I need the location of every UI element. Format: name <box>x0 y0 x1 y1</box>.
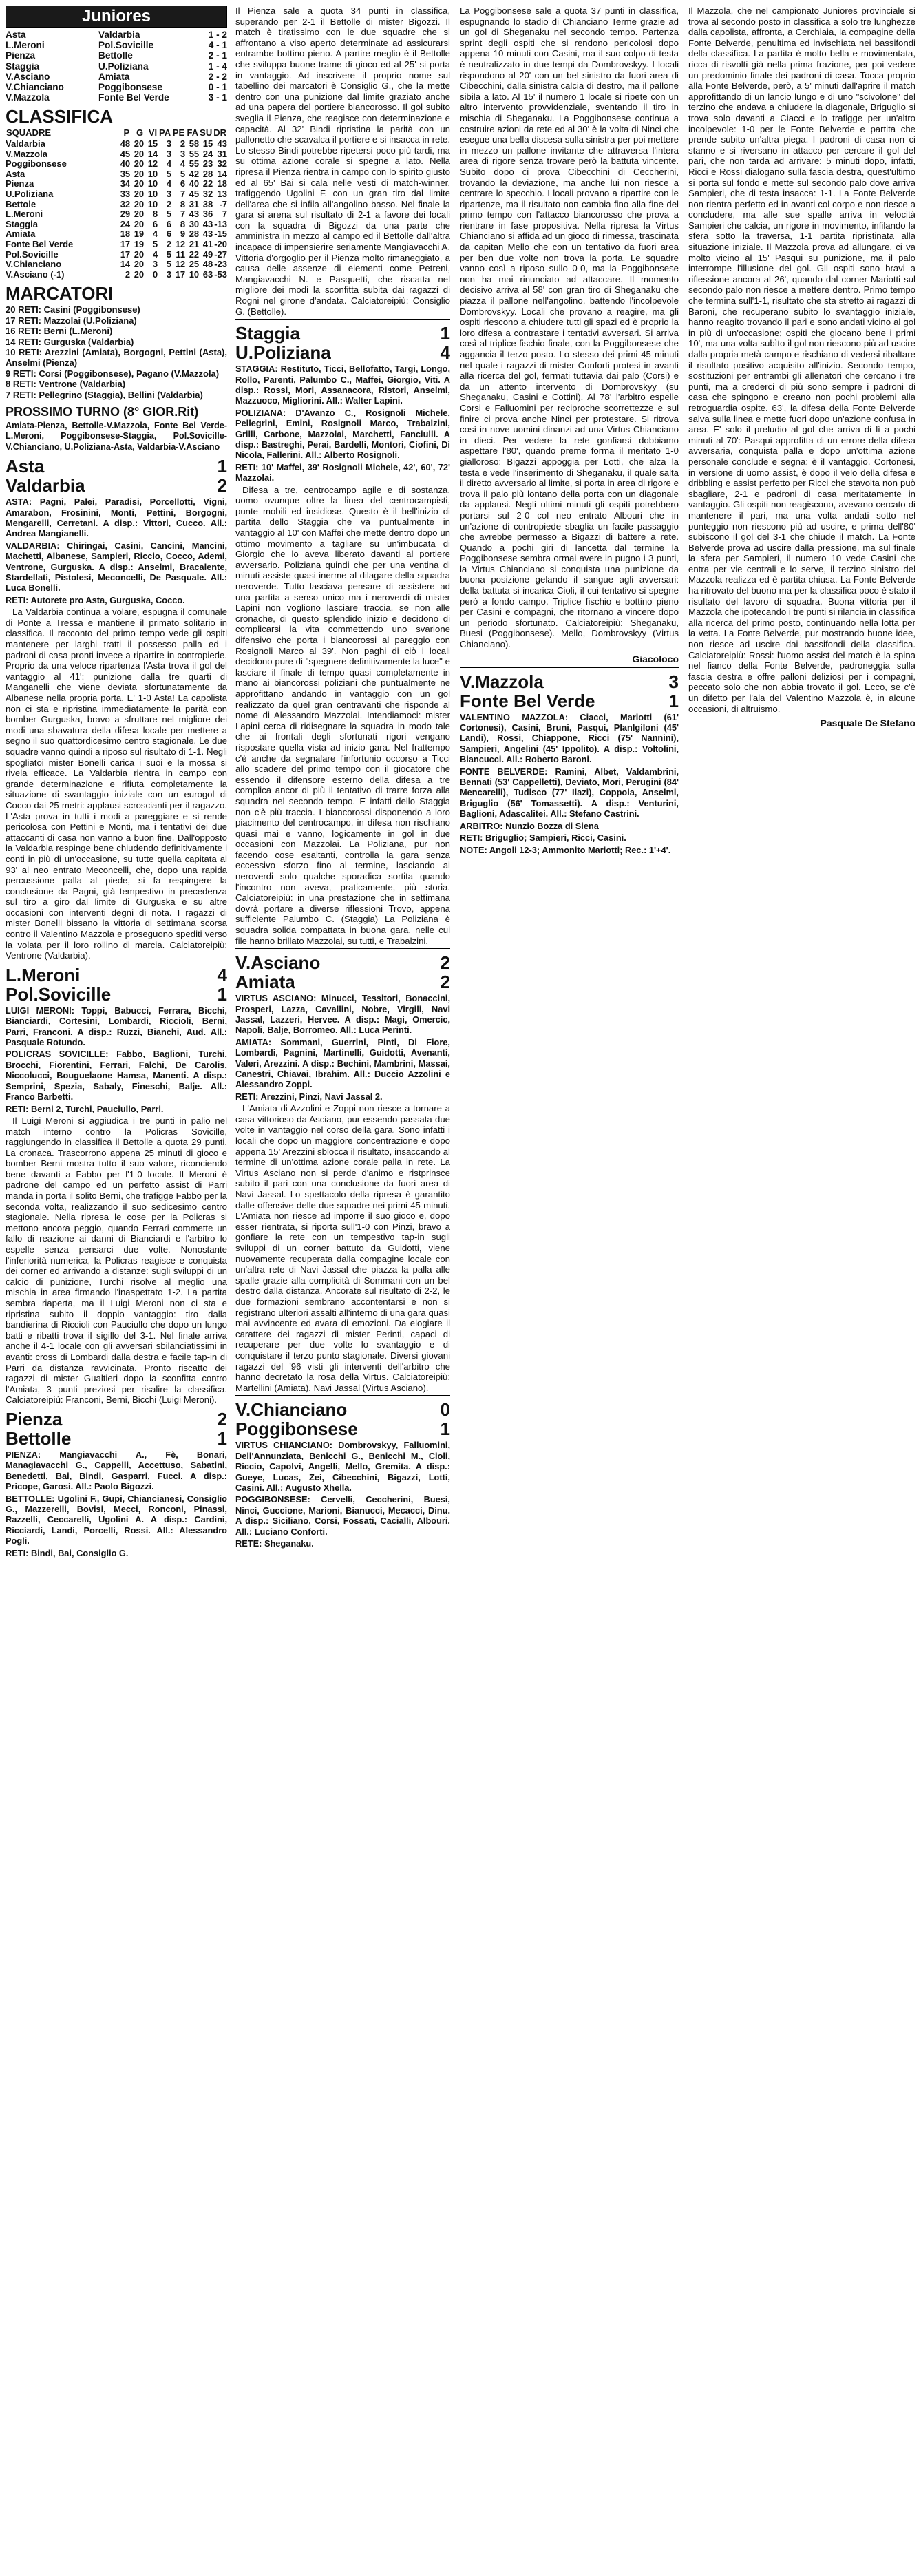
stat-cell: 3 <box>152 259 158 270</box>
scorer-line: 14 RETI: Gurguska (Valdarbia) <box>6 336 134 347</box>
home-score: 1 <box>440 323 450 344</box>
match-body: Difesa a tre, centrocampo agile e di sostanza, uomo ovunque oltre la linea del centrocampisti, punte mobili ed insidiose. Questo è il bell'inizio di partita dello Staggia che va puntualmente in vantaggio al 10' con Maffei che mette dentro dopo un ottimo movimento a tagliare su un'imbucata di Giorgio che lo aveva liberato davanti al portiere avversario. Poliziana quindi che per una ventina di minuti assiste quasi inerme al dilagare della squadra neroverde. Tutto lasciava pensare di assistere ad una partita a senso unico ma i neroverdi di mister Lapini non vogliono lasciare traccia, se non alle cronache, di questo splendido inizio e decidono di complicarsi la vita commettendo uno svarione difensivo che porta i biancorossi al pareggio con Rosignoli Marco al 39'. Non paghi di ciò i locali decidono pure di "spegnere definitivamente la luce" e lasciare il finale di tempo quasi completamente in mano ai biancorossi poliziani che puntualmente ne approfittano andando in vantaggio con un gol realizzato da quel gran centravanti che risponde al nome di Alessandro Mazzolai. Intendiamoci: mister Lapini cerca di ridisegnare la squadra in modo tale che ai frontali degli sfortunati rigori vengano rispostare quella vista ad inizio gara. Nel frattempo c'è anche da segnalare l'infortunio occorso a Ticci allo scadere del primo tempo con il giocatore che essendo il difensore esterno della difesa a tre complica ancor di più il tentativo di trarre forza alla squadra nel secondo tempo. E infatti dello Staggia non c'è più traccia. I biancorossi disponendo a loro piacimento del centrocampo, in difesa non rischiano quasi mai e vanno, logicamente in gol in due occasioni con Mazzolai. La Poliziana, pur non facendo cose esaltanti, controlla la gara senza eccessivo sforzo fino al termine, lasciando ai neroverdi solo qualche sporadica sortita quando l'incontro non aveva, praticamente, più storia. Calciatoreipiù: in una prestazione che in settimana dovrà portare a diverse riflessioni Trovo, appena sufficiente Palumbo C. (Staggia) La Poliziana è squadra solida compattata in buona gara, nelle cui file hanno brillato Mazzolai, su tutti, e Trabalzini. <box>235 484 450 946</box>
match-away-row <box>460 691 679 711</box>
away-lineup: AMIATA: Sommani, Guerrini, Pinti, Di Fiore, Lombardi, Pagnini, Martinelli, Guidotti, Avenanti, Valeri, Arezzini. A disp.: Bechini, Mambrini, Massai, Canestri, Chiavai, Ibrahim. All.: Duccio Azzolini e Alessandro Zoppi. <box>235 1036 450 1090</box>
stat-cell: 24 <box>202 148 213 159</box>
away-score: 1 <box>217 1427 227 1449</box>
match-home-row <box>235 1400 450 1419</box>
away-team: Amiata <box>235 972 295 993</box>
home-lineup: VIRTUS ASCIANO: Minucci, Tessitori, Bonaccini, Prosperi, Lazza, Cavallini, Nobre, Virgili, Navi Jassal, Lazzeri, Hervee. A disp.: Magi, Omercic, Napoli, Balje, Borromeo. All.: Luca Perinti. <box>235 993 450 1036</box>
stat-cell: 5 <box>166 249 172 260</box>
home-team: V.Asciano <box>235 952 321 974</box>
away-score: 4 <box>440 342 450 364</box>
stat-cell: 19 <box>134 229 145 240</box>
away-lineup: POGGIBONSESE: Cervelli, Ceccherini, Buesi, Ninci, Guccione, Marioni, Bianucci, Mecacci, Dinu. A disp.: Siciliano, Corsi, Fossati, Cacialli, Albouri. All.: Luciano Conforti. <box>235 1494 450 1537</box>
away-score: 1 <box>217 983 227 1005</box>
stat-cell: 32 <box>120 198 131 209</box>
home-score: 2 <box>217 1408 227 1430</box>
col-header: PE <box>172 127 185 138</box>
stat-cell: 20 <box>134 249 145 260</box>
standings-row <box>6 149 227 160</box>
away-lineup: FONTE BELVERDE: Ramini, Albet, Valdambrini, Bennati (53' Cappelletti), Deviato, Mori, Perugini (84' Mencarelli), Tudisco (77' Ilazi), Coppola, Anselmi, Briguglio (56' Tomassetti). A disp.: Venturini, Baglioni, Adascalitei. All.: Stefano Castrini. <box>460 766 679 819</box>
column-3 <box>460 6 679 857</box>
scorer-line: 16 RETI: Berni (L.Meroni) <box>6 326 113 337</box>
stat-cell: -23 <box>214 259 227 270</box>
standings-row <box>6 220 227 230</box>
goals: RETI: Berni 2, Turchi, Pauciullo, Parri. <box>6 1103 164 1114</box>
team-name: Staggia <box>6 218 38 229</box>
stat-cell: 32 <box>217 158 227 169</box>
stat-cell: 33 <box>120 188 131 199</box>
away-team: Fonte Bel Verde <box>98 92 169 103</box>
match-body: La Valdarbia continua a volare, espugna il comunale di Ponte a Tressa e mantiene il primato solitario in classifica. Il racconto del primo tempo vede gli ospiti mantenere per larghi tratti il possesso palla ed i padroni di casa pronti invece a ripartire in contropiede. Proprio da una veloce ripartenza l'Asta trova il gol del vantaggio al 41': punizione dalla tre quarti di Manganelli che viene deviata sfortunatamente da Albanese nella propria porta. E' 1-0 Asta! La capolista non ci sta e ripristina immediatamente la parità con bomber Gurguska, bravo a sfruttare nel migliore dei modi una sbavatura della difesa locale per mettere a segno il suo quattordicesimo centro stagionale. Le due squadre vanno quindi a riposo sul risultato di 1-1. Negli spogliatoi mister Bonelli carica i suoi e la mossa si rivela efficace. La Valdarbia rientra in campo con grande determinazione e rifiuta completamente la situazione di svantaggio iniziale con un eurogol di Cocco dai 25 metri: applausi scroscianti per il ragazzo. L'Asta prova in tutti i modi a pareggiare e si rende pericolosa con Pettini e Monti, ma i tentativi dei due attaccanti di casa non vanno a buon fine. Dall'opposto la Valdarbia respinge bene chiudendo definitivamente i conti in più di un'occasione, su tutte quella capitata al 93' al neo entrato Meconcelli, che, dopo una rapida percussione palla al piede, si fa respingere la conclusione da Pagni, già tempestivo in precedenza sul tiro a giro dal limite di Gurguska e su altre occasioni con interventi degni di nota. I ragazzi di mister Bonelli bissano la vittoria di settimana scorsa contro il Valentino Mazzola e proseguono spediti verso la volata per il loro rollino di marcia. Calciatoreipiù: Ventrone (Valdarbia). <box>6 607 227 961</box>
goals: RETI: Autorete pro Asta, Gurguska, Cocco. <box>6 594 185 605</box>
stat-cell: 6 <box>180 178 186 189</box>
home-lineup: STAGGIA: Restituto, Ticci, Bellofatto, Targi, Longo, Rollo, Parenti, Palumbo C., Maffei, Giorgio, Viti. A disp.: Rossi, Mori, Assanacora, Ristori, Anselmi, Mazzuoco, Migliorini. All.: Walter Lapini. <box>235 364 450 406</box>
stat-cell: 30 <box>189 218 200 229</box>
away-lineup: VALDARBIA: Chiringai, Casini, Cancini, Mancini, Machetti, Albanese, Sampieri, Riccio, Cocco, Ademi, Ventrone, Gurguska. A disp.: Anselmi, Bracalente, Stardellati, Pistolesi, Meconcelli, De Pasquale. All.: Luca Bonelli. <box>6 540 227 594</box>
goals: RETI: Briguglio; Sampieri, Ricci, Casini. <box>460 833 626 844</box>
stat-cell: 20 <box>134 148 145 159</box>
home-score: 0 <box>440 1399 450 1421</box>
stat-cell: 7 <box>222 209 227 220</box>
stat-cell: 38 <box>202 198 213 209</box>
away-team: Bettolle <box>98 50 133 61</box>
away-lineup: POLIZIANA: D'Avanzo C., Rosignoli Michele, Pellegrini, Emini, Rosignoli Marco, Trabalzini, Grilli, Carbone, Mazzolai, Marchetti, Fanciulli. A disp.: Bastreghi, Perai, Bardelli, Montori, Ciofini, Di Nicola, Fallerini. All.: Alberto Rosignoli. <box>235 407 450 461</box>
results-list <box>6 30 227 103</box>
result-row <box>6 92 227 103</box>
stat-cell: -20 <box>214 238 227 249</box>
stat-cell: 6 <box>152 218 158 229</box>
stat-cell: 5 <box>180 168 186 179</box>
match-away-row <box>6 476 227 495</box>
col-header: DR <box>213 127 226 138</box>
match-home-row <box>6 457 227 476</box>
stat-cell: 17 <box>175 269 186 280</box>
match-body: Il Mazzola, che nel campionato Juniores provinciale si trova al secondo posto in classifica a solo tre lunghezze dalla capolista, affronta, a Cerchiaia, la compagine della Fonte Belverde, penultima ed invischiata nei bassifondi della classifica. La partita è molto bella e movimentata, ricca di risvolti già nella prima frazione, per poi vedere un predominio finale dei padroni di casa. Tocca proprio alla Fonte Belverde, però, a 5' minuti dall'aprire il match approfittando di un lancio lungo e di uno "scivolone" del terzino che andava a chiudere la diagonale, Briguglio si trova solo davanti a Ciacci e lo trafigge per un'altro incolpevole: 1-0 per le Fonte Belverde e partita che prende subito un'altra piega. I padroni di casa non ci stanno e si riversano in attacco per cercare il gol del pari, che non tarda ad arrivare: 5 minuti dopo, infatti, Ricci e Rossi dialogano sulla fascia destra, quest'ultimo si porta sul fondo e mette sul secondo palo dove arriva Sampieri, che di testa insacca: 1-1. La Fonte Belverde non rientra perfetto ed in avanti col corpo e non riesce a concludere, ma alle sue spalle arriva in velocità Sampieri che calcia, un rigore in movimento, infilando la sfera sotto la traversa, 1-1 partita ripristinata alla situazione iniziale. Il Mazzola prova ad allungare, ci va molto vicino al 15' Pasqui su punizione, ma il palo interrompe l'illusione del gol. Gli ospiti sono bravi a riflessione ancora al 26', quando dal corner Mariotti sul secondo palo non riesce a mettere dentro. Primo tempo che termina sull'1-1, risultato che sta stretto ai ragazzi di Baroni, che recuperano subito lo svantaggio iniziale, hanno reagito trovando il pari e sono andati vicino al gol in più di un'occasione; ospiti che giocano bene i primi 10', ma una volta subìto il gol non riescono più ad uscire dalla propria metà-campo e rischiano di vedersi ribaltare il risultato positivo acquisito all'inizio. Secondo tempo, sostituzioni per entrambi gli allenatori che cercano i tre punti, ma a crederci di più sono sempre i padroni di casa che spingono e creano non pochi problemi alla retroguardia ospite. 63', la difesa della Fonte Belverde salva sulla linea e mette fuori dopo un'azione confusa in area. E' solo il preludio al gol che arriva di lì a pochi minuti al 70': Pasqui approfitta di un errore della difesa avversaria, conquista palla e dopo un'ottima azione personale conclude e segna: è il vantaggio, Cortonesi, in versione di uomo assist, è dopo il velo della difesa e dribbling e assist perfetto per Ricci che stavolta non può sbagliare, 2-1 e padroni di casa meritatamente in vantaggio. Gli ospiti non reagiscono, avevano cercato di mantenere il pari, ma una volta andati sotto nel punteggio non riescono più ad uscire, e prima dell'80' subiscono il gol del 3-1 che chiude il match. La Fonte Belverde prova ad uscire dalla pressione, ma sul finale la sfera per Sampieri, il numero 10 vede Casini che entra per vie centrali e lo serve, il terzino sinistro del Mazzola realizza ed è partita chiusa. La Fonte Belverde ha ritrovato del buono ma per la classifica poco è stato il risultato del lavoro di squadra. Buona vittoria per il Mazzola che ipotecando i tre punti si rilancia in classifica alla ricerca del primo posto, continuando nella lotta per la vetta. La Fonte Belverde, pur mostrando buone idee, non riesce ad uscire dai bassifondi della classifica. Calciatoreipiù: Rossi: l'uomo assist del match è la spina nel fianco della Fonte Belverde, padroneggia sulla fascia destra e offre palloni deliziosi per i compagni, peccato solo che non abbia trovato il gol. Ecco, se c'è un difetto per l'ala del Valentino Mazzola è, in alcune occasioni, di altruismo. <box>688 6 915 714</box>
result-row <box>6 61 227 72</box>
stat-cell: 48 <box>120 138 131 149</box>
stat-cell: 6 <box>166 229 172 240</box>
standings-row <box>6 179 227 189</box>
team-name: V.Mazzola <box>6 148 47 159</box>
standings-row <box>6 240 227 250</box>
stat-cell: 0 <box>152 269 158 280</box>
stat-cell: 7 <box>180 209 186 220</box>
home-lineup: VALENTINO MAZZOLA: Ciacci, Mariotti (61' Cortonesi), Casini, Bruni, Pasqui, Planlgiloni (45' Landi), Rossi, Chiappone, Ricci (75' Nannini), Sampieri, Angelini (45' Ippolito). A disp.: Voltolini, Biancucci. All.: Roberto Baroni. <box>460 711 679 765</box>
col-header: VI <box>148 127 158 138</box>
away-score: 2 <box>217 475 227 496</box>
stat-cell: 12 <box>175 259 186 270</box>
stat-cell: 42 <box>189 168 200 179</box>
stat-cell: 14 <box>120 259 131 270</box>
goals: RETI: Bindi, Bai, Consiglio G. <box>6 1547 129 1558</box>
standings-title: CLASSIFICA <box>6 106 113 127</box>
standings-row <box>6 159 227 169</box>
match-home-row <box>235 953 450 972</box>
home-score: 1 <box>217 456 227 477</box>
separator <box>460 667 679 668</box>
standings-row <box>6 270 227 280</box>
stat-cell: 20 <box>134 158 145 169</box>
stat-cell: 35 <box>120 168 131 179</box>
author: Giacoloco <box>632 653 679 664</box>
col-header: G <box>136 127 144 138</box>
stat-cell: 2 <box>166 198 172 209</box>
team-name: V.Asciano (-1) <box>6 269 65 280</box>
separator <box>235 1395 450 1396</box>
standings-table <box>6 127 227 280</box>
match-home-row <box>6 965 227 985</box>
home-team: L.Meroni <box>6 964 81 985</box>
match-home-row <box>6 1410 227 1429</box>
match-away-row <box>235 343 450 362</box>
stat-cell: 58 <box>189 138 200 149</box>
col-header: SQUADRE <box>6 127 52 138</box>
stat-cell: 20 <box>134 188 145 199</box>
stat-cell: 32 <box>202 188 213 199</box>
result-row <box>6 50 227 61</box>
col-header: FA <box>187 127 199 138</box>
match-body: L'Amiata di Azzolini e Zoppi non riesce a tornare a casa vittorioso da Asciano, pur essendo passata due volte in vantaggio nel corso della gara. Sono infatti i locali che dopo un maggiore concentrazione e dopo appena 15' Arezzini sblocca il risultato, insaccando al termine di un'ottima azione corale palla in rete. La Virtus Asciano non si perde d'animo e ristprinsce subito il pari con una conclusione da fuori area di Navi Jassal. Lo spettacolo della ripresa è garantito dalle offensive delle due squadre nei primi 45 minuti. L'Amiata non riesce ad imporre il suo gioco e, dopo esser rientrata, si riporta sull'1-0 con Pinzi, bravo a gonfiare la rete con un tempestivo tap-in sugli sviluppi di un corner battuto da Guidotti, viene nuovamente recuperata dalla compagine locale con un'altra rete di Navi Jassal che piazza la palla alle spalle grazie alla complicità di Sommani con un bel destro dalla distanza. Ancorate sul risultato di 2-2, le due formazioni sembrano accontentarsi e non si registrano ulteriori assalti all'interno di una gara quasi mai avvincente ed avara di emozioni. Da elogiare il carattere dei ragazzi di mister Perinti, capaci di recuperare per due volte lo svantaggio e di conquistare il terzo punto stagionale. Diversi giovani ragazzi del '96 visti gli interventi dell'arbitro che hanno decretato la rosa della Virtus. Calciatoreipiù: Martellini (Amiata). Navi Jassal (Virtus Asciano). <box>235 1103 450 1393</box>
notes: NOTE: Angoli 12-3; Ammonito Mariotti; Rec.: 1'+4'. <box>460 844 671 855</box>
column-1 <box>6 6 227 1560</box>
stat-cell: 8 <box>152 209 158 220</box>
scorer-line: 17 RETI: Mazzolai (U.Poliziana) <box>6 315 137 326</box>
stat-cell: 43 <box>217 138 227 149</box>
stat-cell: 12 <box>175 238 186 249</box>
home-team: Pienza <box>6 1408 63 1430</box>
standings-row <box>6 200 227 210</box>
match-report <box>6 965 227 1405</box>
stat-cell: 63 <box>202 269 213 280</box>
scorer-line: 10 RETI: Arezzini (Amiata), Borgogni, Pettini (Asta), Anselmi (Pienza) <box>6 346 227 368</box>
stat-cell: 20 <box>134 218 145 229</box>
stat-cell: 3 <box>166 138 172 149</box>
team-name: Valdarbia <box>6 138 45 149</box>
away-lineup: POLICRAS SOVICILLE: Fabbo, Baglioni, Turchi, Brocchi, Fiorentini, Ferrari, Falchi, De Carolis, Niccolucci, Bouguelaone Hamsa, Manenti. A disp.: Semprini, Spezia, Sabaly, Fineschi, Balje. All.: Franco Barbetti. <box>6 1049 227 1102</box>
match-report <box>235 324 450 946</box>
away-team: U.Poliziana <box>235 342 331 364</box>
match-report <box>460 672 679 855</box>
stat-cell: 3 <box>180 148 186 159</box>
stat-cell: 5 <box>166 168 172 179</box>
separator <box>235 319 450 320</box>
stat-cell: 20 <box>134 178 145 189</box>
team-name: Bettole <box>6 198 36 209</box>
score: 4 - 1 <box>208 40 227 51</box>
home-team: V.Mazzola <box>460 671 544 692</box>
stat-cell: 11 <box>176 249 186 260</box>
stat-cell: -13 <box>214 218 227 229</box>
score: 3 - 1 <box>208 92 227 103</box>
stat-cell: 20 <box>134 259 145 270</box>
score: 2 - 2 <box>208 71 227 82</box>
home-score: 4 <box>217 964 227 985</box>
stat-cell: 22 <box>189 249 200 260</box>
team-name: U.Poliziana <box>6 188 54 199</box>
stat-cell: 5 <box>166 259 172 270</box>
match-report <box>6 1410 227 1558</box>
stat-cell: -53 <box>214 269 227 280</box>
standings-row <box>6 209 227 220</box>
stat-cell: 20 <box>134 168 145 179</box>
stat-cell: 2 <box>180 138 186 149</box>
stat-cell: 45 <box>120 148 131 159</box>
stat-cell: 17 <box>120 249 131 260</box>
standings-row <box>6 189 227 200</box>
stat-cell: 8 <box>180 198 186 209</box>
match-away-row <box>6 1429 227 1448</box>
away-team: Poggibonsese <box>98 82 162 93</box>
result-row <box>6 72 227 82</box>
stat-cell: 23 <box>202 158 213 169</box>
match-body: Il Luigi Meroni si aggiudica i tre punti in palio nel match interno contro la Policras Sovicille, raggiungendo in classifica il Bettolle a quota 29 punti. La cronaca. Trascorrono appena 25 minuti di gioco e bomber Berni mostra tutto il suo valore, riconciendo bene davanti a Fabbo per l'1-0 locale. Il Meroni è padrone del campo ed un perfetto assist di Parri manda in porta il solito Berni, che trafigge Fabbo per la seconda volta, realizzando il suo sedicesimo centro stagionale. Nella ripresa le cose per la Policras si mettono ancora peggio, quando Ferrari commette un fallo di reazione ai danni di Bianciardi e l'arbitro lo espelle senza pensarci due volte. Nonostante l'inferiorità numerica, la Policras reagisce e conquista dei corner ed arrivando a distanze: sugli sviluppi di un calcio di punizione, Turchi risolve al meglio una mischia in area firmando l'inaspettato 1-2. La partita sembra riaperta, ma il Luigi Meroni non ci sta e ripristina subito il doppio vantaggio: tiro dalla bandierina di Riccioli con Pauciullo che dopo un lungo batti e ribatti trova il sigillo del 3-1. Nel finale arriva anche il 4-1 locale con gli avversari sbilanciatissimi in avanti: cross di Lombardi dalla destra e facile tap-in di Parri da distanza ravvicinata. Pronto riscatto dei ragazzi di mister Gualtieri dopo la sconfitta contro l'Amiata, 3 punti preziosi per risalire la classifica. Calciatoreipiù: Franconi, Berni, Bicchi (Luigi Meroni). <box>6 1115 227 1405</box>
away-team: Poggibonsese <box>235 1418 358 1440</box>
result-row <box>6 30 227 40</box>
stat-cell: 21 <box>189 238 200 249</box>
stat-cell: 31 <box>217 148 227 159</box>
stat-cell: 17 <box>120 238 131 249</box>
team-name: Fonte Bel Verde <box>6 238 74 249</box>
stat-cell: 15 <box>147 138 158 149</box>
stat-cell: 28 <box>189 229 200 240</box>
away-team: Bettolle <box>6 1427 72 1449</box>
score: 1 - 4 <box>208 61 227 72</box>
stat-cell: 40 <box>120 158 131 169</box>
stat-cell: 3 <box>166 148 172 159</box>
next-round-fixtures: Amiata-Pienza, Bettolle-V.Mazzola, Fonte Bel Verde-L.Meroni, Poggibonsese-Staggia, Pol.Sovicille-V.Chianciano, U.Poliziana-Asta, Valdarbia-V.Asciano <box>6 420 227 452</box>
home-team: Pienza <box>6 50 36 61</box>
author: Pasquale De Stefano <box>820 718 915 729</box>
stat-cell: 12 <box>147 158 158 169</box>
away-team: Valdarbia <box>98 30 140 40</box>
stat-cell: 55 <box>189 158 200 169</box>
match-body: La Poggibonsese sale a quota 37 punti in classifica, espugnando lo stadio di Chianciano Terme grazie ad un gol di Sheganaku nel secondo tempo. Partenza sprint degli ospiti che si rendono pericolosi dopo appena 10 minuti con Casini, ma il suo colpo di testa è neutralizzato in due tempi da Dombrovskyy. I locali rispondono al 20' con un bel sinistro da fuori area di Cibecchini, dalla sinistra calcia di destro, ma il pallone sibila a lato. Al 15' il numero 1 locale si ripete con un altro intervento provvidenziale, sventando il tiro in mischia di Sheganaku. La Poggibonsese continua a costruire azioni da rete ed al 30' è la volta di Ninci che esegue una bella discesa sulla sinistra per poi mettere in mezzo un pallone invitante che attraversa l'intera area di rigore senza trovare però la battuta vincente. Subito dopo ci prova Cibecchini di Ceccherini, trovando la deviazione, ma anche lui non riesce a centrare lo specchio. I locali provano a ripartire con le ripartenze, ma il risultato non cambia fino alla fine del primo tempo con l'attacco biancorosso che prova a rientrare in fase propositiva. Nella ripresa la Virtus Chianciano si affida ad un gioco di rimessa, trascinata da capitan Mello che con un tentativo da fuori area per ben due volte non trova la porta. Le squadre vanno così a riposo sullo 0-0, ma la Poggibonsese non ha mai rinunciato ad attaccare. Il momento decisivo arriva al 58' con gran tiro di Sheganaku che piazza il pallone nell'angolino, battendo l'incolpevole Dombrovskyy. Locali che provano a reagire, ma gli ospiti riescono a chiudere tutti gli spazi ed è proprio la loro difesa a contrastare i tentativi avversari. Si arriva così al triplice fischio finale, con la Poggibonsese che aggancia il terzo posto. Lo stesso dei primi 45 minuti nel quale i ragazzi di mister Conforti protesi in avanti alla ricerca del gol, fermati tuttavia dai palo (Corsi) e da un attento intervento di Dombrovskyy (su Sheganaku, Casini e Cottini). Al 78' l'arbitro espelle Corsi e Falluomini per reciproche scorrettezze e sul finire ci prova anche Ninci per protestare. Si ritrova così in nove uomini dinanzi ad una Virtus Chianciano in dieci. Per vedere la rete gonfiarsi dobbiamo aspettare l'80', quando preme forma il meritato 1-0 gialloroso: Bigazzi appoggia per Lotti, che alza la testa e vede l'inserimento di Sheganaku, il quale salta il diretto avversario al limite, si porta in area di rigore e trova il palo più lontano della porta con un diagonale da applausi. Negli ultimi minuti gli ospiti potrebbero portarsi sul 2-0 col neo entrato Albouri che in un'azione di contropiede sbaglia un facile passaggio che avrebbe permesso a Bigazzi di battere a rete. Quando a pochi giri di lancetta dal termine la Poggibonsese sembra ormai avere in pugno i 3 punti, la Virtus Chianciano si conquista una punizione da buona posizione gelando il sangue agli avversari: della battuta si incarica Cioli, il cui tentativo si spegne però a fondo campo. Triplice fischio e bottino pieno per Casini e compagni, che ritornano a vincere dopo un periodo sfortunato. Calciatoreipiù: Sheganaku, Buesi (Poggibonsese). Mello, Dombrovskyy (Virtus Chianciano). <box>460 6 679 650</box>
home-team: Asta <box>6 456 45 477</box>
home-team: Staggia <box>6 61 40 72</box>
scorer-line: 8 RETI: Ventrone (Valdarbia) <box>6 379 126 390</box>
score: 0 - 1 <box>208 82 227 93</box>
home-team: Asta <box>6 30 26 40</box>
col-header: SU <box>200 127 213 138</box>
stat-cell: 55 <box>189 148 200 159</box>
team-name: Pienza <box>6 178 34 189</box>
stat-cell: 34 <box>120 178 131 189</box>
match-away-row <box>6 985 227 1004</box>
stat-cell: 4 <box>166 158 172 169</box>
stat-cell: 14 <box>147 148 158 159</box>
stat-cell: 3 <box>166 188 172 199</box>
stat-cell: 20 <box>134 209 145 220</box>
stat-cell: 4 <box>152 229 158 240</box>
stat-cell: -27 <box>214 249 227 260</box>
home-score: 2 <box>440 952 450 974</box>
match-body: Il Pienza sale a quota 34 punti in classifica, superando per 2-1 il Bettolle di mister Bigozzi. Il match è tiratissimo con le due squadre che si affrontano a viso aperto determinate ad assicurarsi entrambe bottino pieno. A partire meglio è il Bettolle che sviluppa buone trame di gioco ed al 25' si porta in vantaggio. Ad inscrivere il proprio nome sul tabellino dei marcatori è Consiglio G., che la mette dentro con una punizione dal limite graziato anche ad una papera del portiere biancorosso. Il gol subito sveglia il Pienza, che reagisce con determinazione e capacità. Al 32' Bindi ripristina la parità con un pallonetto che scavalca il portiere e si insacca in rete. Lo stesso Bindi potrebbe ripetersi poco più tardi, ma su ottima azione corale si spegne a lato. Nella ripresa il Pienza rientra in campo con lo spirito giusto ed al 65' Bai si cala nelle vesti di match-winner, trafiggendo Ugolini F. con un gran tiro dal limite dell'area che si infila all'angolino basso. Nel finale la gara si arena sul risultato di 2-1 a favore dei locali con la squadra di Bigozzi da una parte che amministra in mezzo al campo ed il Bettolle dall'altra incapace di impensierire seriamente Mangiavacchi A. Vittoria d'orgoglio per il Pienza molto rimaneggiato, a causa delle assenze di elementi come Petreni, Mangiavacchi N. e Pasquetti, che riscatta nel migliore dei modi la sconfitta subita dai ragazzi di Rogni nel girone d'andata. Calciatoreipiù: Consiglio G. (Bettolle). <box>235 6 450 317</box>
home-team: V.Mazzola <box>6 92 50 103</box>
away-score: 1 <box>440 1418 450 1440</box>
score: 1 - 2 <box>208 30 227 40</box>
standings-row <box>6 169 227 180</box>
stat-cell: 31 <box>189 198 200 209</box>
stat-cell: 10 <box>147 188 158 199</box>
team-name: Poggibonsese <box>6 158 67 169</box>
standings-row <box>6 260 227 270</box>
stat-cell: 8 <box>180 218 186 229</box>
team-name: V.Chianciano <box>6 259 62 270</box>
goals: RETE: Sheganaku. <box>235 1538 314 1549</box>
stat-cell: 18 <box>120 229 131 240</box>
match-report <box>235 953 450 1393</box>
stat-cell: 10 <box>147 178 158 189</box>
goals: RETI: 10' Maffei, 39' Rosignoli Michele, 42', 60', 72' Mazzolai. <box>235 461 450 483</box>
stat-cell: 20 <box>134 138 145 149</box>
result-row <box>6 82 227 92</box>
stat-cell: 9 <box>180 229 186 240</box>
col-header: PA <box>159 127 171 138</box>
stat-cell: 6 <box>166 218 172 229</box>
standings-row <box>6 139 227 149</box>
team-name: Asta <box>6 168 25 179</box>
column-2 <box>235 6 450 1550</box>
stat-cell: 5 <box>166 209 172 220</box>
stat-cell: 4 <box>152 249 158 260</box>
scorers-title: MARCATORI <box>6 283 114 304</box>
home-team: L.Meroni <box>6 40 45 51</box>
home-lineup: LUIGI MERONI: Toppi, Babucci, Ferrara, Bicchi, Bianciardi, Cortesini, Lombardi, Riccioli, Berni, Parri, Franconi. A disp.: Ruzzi, Bianchi, Aud. All.: Pasquale Rotundo. <box>6 1005 227 1048</box>
next-round-title: PROSSIMO TURNO (8° GIOR.Rit) <box>6 404 199 419</box>
home-team: Staggia <box>235 323 300 344</box>
column-4 <box>688 6 915 729</box>
stat-cell: 48 <box>202 259 213 270</box>
away-team: Pol.Sovicille <box>98 40 154 51</box>
home-team: V.Chianciano <box>235 1399 348 1421</box>
stat-cell: 43 <box>189 209 200 220</box>
stat-cell: 15 <box>202 138 213 149</box>
stat-cell: 10 <box>147 168 158 179</box>
stat-cell: 7 <box>180 188 186 199</box>
match-home-row <box>235 324 450 343</box>
score: 2 - 1 <box>208 50 227 61</box>
scorer-line: 9 RETI: Corsi (Poggibonsese), Pagano (V.Mazzola) <box>6 368 220 379</box>
standings-row <box>6 229 227 240</box>
stat-cell: 22 <box>202 178 213 189</box>
stat-cell: 3 <box>166 269 172 280</box>
stat-cell: 2 <box>166 238 172 249</box>
away-score: 2 <box>440 972 450 993</box>
stat-cell: 20 <box>134 269 145 280</box>
match-away-row <box>235 1419 450 1438</box>
stat-cell: 4 <box>166 178 172 189</box>
away-team: Amiata <box>98 71 130 82</box>
col-header: P <box>123 127 130 138</box>
stat-cell: 10 <box>147 198 158 209</box>
home-team: V.Asciano <box>6 71 50 82</box>
stat-cell: 10 <box>189 269 200 280</box>
stat-cell: 25 <box>189 259 200 270</box>
stat-cell: 41 <box>202 238 213 249</box>
match-away-row <box>235 972 450 992</box>
scorers-section <box>6 284 227 400</box>
standings-header-row <box>6 127 227 139</box>
home-lineup: VIRTUS CHIANCIANO: Dombrovskyy, Falluomini, Dell'Annunziata, Benicchi G., Benicchi M., Cioli, Riccio, Capolvi, Angelli, Mello, Gremita. A disp.: Gueye, Lucas, Zei, Cibecchini, Bigazzi, Lotti, Casini. All.: Augusto Xhella. <box>235 1440 450 1493</box>
stat-cell: 19 <box>134 238 145 249</box>
away-team: Pol.Sovicille <box>6 983 112 1005</box>
team-name: Pol.Sovicille <box>6 249 59 260</box>
match-report <box>6 457 227 961</box>
away-team: U.Poliziana <box>98 61 149 72</box>
stat-cell: 20 <box>134 198 145 209</box>
separator <box>235 948 450 949</box>
standings-row <box>6 250 227 260</box>
home-score: 3 <box>668 671 679 692</box>
stat-cell: 13 <box>217 188 227 199</box>
stat-cell: 2 <box>125 269 131 280</box>
goals: RETI: Arezzini, Pinzi, Navi Jassal 2. <box>235 1091 383 1102</box>
scorer-line: 7 RETI: Pellegrino (Staggia), Bellini (Valdarbia) <box>6 389 203 400</box>
team-name: Amiata <box>6 229 36 240</box>
home-team: V.Chianciano <box>6 82 64 93</box>
stat-cell: 5 <box>152 238 158 249</box>
stat-cell: 36 <box>202 209 213 220</box>
team-name: L.Meroni <box>6 209 43 220</box>
next-round-section <box>6 404 227 452</box>
stat-cell: 45 <box>189 188 200 199</box>
stat-cell: 28 <box>202 168 213 179</box>
home-lineup: ASTA: Pagni, Palei, Paradisi, Porcellotti, Vigni, Amarabon, Frosinini, Monti, Pettini, Borgogni, Mengarelli, Cerretani. A disp.: Vittori, Cucco. All.: Andrea Mangianelli. <box>6 496 227 539</box>
home-lineup: PIENZA: Mangiavacchi A., Fè, Bonari, Managiavacchi G., Cappelli, Accettuso, Sabatini, Benedetti, Bai, Bindi, Gasparri, Fucci. A disp.: Pricope, Garosi. All.: Paolo Bigozzi. <box>6 1449 227 1492</box>
stat-cell: 40 <box>189 178 200 189</box>
referee: ARBITRO: Nunzio Bozza di Siena <box>460 820 599 831</box>
away-team: Valdarbia <box>6 475 85 496</box>
match-report <box>235 1400 450 1549</box>
stat-cell: 43 <box>202 229 213 240</box>
stat-cell: -7 <box>219 198 227 209</box>
away-lineup: BETTOLLE: Ugolini F., Gupi, Chiancianesi, Consiglio G., Mazzerelli, Bovisi, Mecci, Ronconi, Pinassi, Razzelli, Ceccarelli, Ugolini A. A disp.: Cardini, Ricciardi, Landi, Porcelli, Rossi. All.: Alessandro Pogli. <box>6 1493 227 1547</box>
away-score: 1 <box>668 690 679 711</box>
match-home-row <box>460 672 679 691</box>
stat-cell: -15 <box>214 229 227 240</box>
stat-cell: 4 <box>180 158 186 169</box>
stat-cell: 29 <box>120 209 131 220</box>
scorer-line: 20 RETI: Casini (Poggibonsese) <box>6 304 140 315</box>
stat-cell: 18 <box>217 178 227 189</box>
stat-cell: 24 <box>120 218 131 229</box>
section-title: Juniores <box>6 6 227 28</box>
stat-cell: 49 <box>202 249 213 260</box>
result-row <box>6 40 227 50</box>
stat-cell: 14 <box>217 168 227 179</box>
away-team: Fonte Bel Verde <box>460 690 595 711</box>
stat-cell: 43 <box>202 218 213 229</box>
